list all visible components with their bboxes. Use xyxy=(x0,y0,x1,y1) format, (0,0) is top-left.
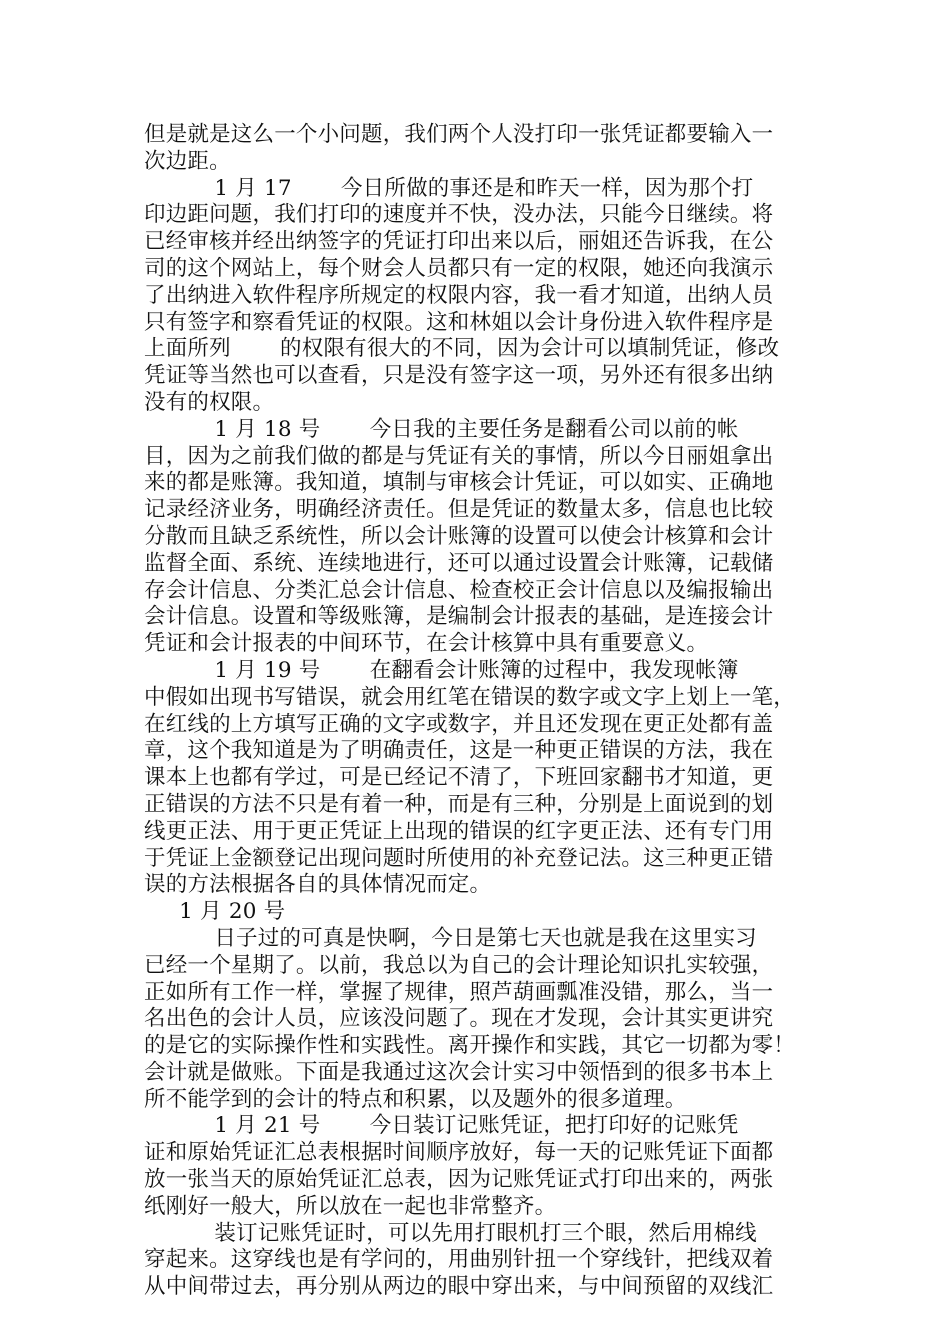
text-line: 分散而且缺乏系统性，所以会计账簿的设置可以使会计核算和会计 xyxy=(144,523,774,549)
text-line: 章，这个我知道是为了明确责任，这是一种更正错误的方法，我在 xyxy=(144,738,774,764)
text-line: 记录经济业务，明确经济责任。但是凭证的数量太多，信息也比较 xyxy=(144,497,774,523)
text-line: 名出色的会计人员，应该没问题了。现在才发现，会计其实更讲究 xyxy=(144,1006,774,1032)
text-line: 在红线的上方填写正确的文字或数字，并且还发现在更正处都有盖 xyxy=(144,711,774,737)
text-line: 已经审核并经出纳签字的凭证打印出来以后，丽姐还告诉我，在公 xyxy=(144,229,774,255)
text-line: 已经一个星期了。以前，我总以为自己的会计理论知识扎实较强， xyxy=(144,952,774,978)
text-line: 穿起来。这穿线也是有学问的，用曲别针扭一个穿线针，把线双着 xyxy=(144,1247,774,1273)
text-line: 次边距。 xyxy=(144,148,231,174)
text-line: 装订记账凭证时，可以先用打眼机打三个眼，然后用棉线 xyxy=(144,1220,757,1246)
text-line: 监督全面、系统、连续地进行，还可以通过设置会计账簿，记载储 xyxy=(144,550,774,576)
text-line: 的是它的实际操作性和实践性。离开操作和实践，其它一切都为零！ xyxy=(144,1033,796,1059)
text-line: 目，因为之前我们做的都是与凭证有关的事情，所以今日丽姐拿出 xyxy=(144,443,774,469)
text-line: 了出纳进入软件程序所规定的权限内容，我一看才知道，出纳人员 xyxy=(144,282,774,308)
text-line: 没有的权限。 xyxy=(144,389,275,415)
text-line: 1 月 17 今日所做的事还是和昨天一样，因为那个打 xyxy=(144,175,754,201)
text-line: 1 月 20 号 xyxy=(144,899,286,925)
text-line: 印边距问题，我们打印的速度并不快，没办法，只能今日继续。将 xyxy=(144,202,774,228)
text-line: 上面所列 的权限有很大的不同，因为会计可以填制凭证，修改 xyxy=(144,336,780,362)
text-line: 1 月 18 号 今日我的主要任务是翻看公司以前的帐 xyxy=(144,416,739,442)
text-line: 中假如出现书写错误，就会用红笔在错误的数字或文字上划上一笔， xyxy=(144,684,796,710)
text-line: 从中间带过去，再分别从两边的眼中穿出来，与中间预留的双线汇 xyxy=(144,1274,774,1300)
text-line: 课本上也都有学过，可是已经记不清了，下班回家翻书才知道，更 xyxy=(144,765,774,791)
text-line: 存会计信息、分类汇总会计信息、检查校正会计信息以及编报输出 xyxy=(144,577,774,603)
text-line: 于凭证上金额登记出现问题时所使用的补充登记法。这三种更正错 xyxy=(144,845,774,871)
body-text xyxy=(144,122,809,1301)
text-line: 纸刚好一般大，所以放在一起也非常整齐。 xyxy=(144,1193,557,1219)
text-line: 误的方法根据各自的具体情况而定。 xyxy=(144,872,492,898)
text-line: 正错误的方法不只是有着一种，而是有三种，分别是上面说到的划 xyxy=(144,791,774,817)
text-line: 所不能学到的会计的特点和积累，以及题外的很多道理。 xyxy=(144,1086,687,1112)
text-line: 日子过的可真是快啊，今日是第七天也就是我在这里实习 xyxy=(144,925,757,951)
text-line: 但是就是这么一个小问题，我们两个人没打印一张凭证都要输入一 xyxy=(144,122,774,147)
text-line: 正如所有工作一样，掌握了规律，照芦葫画瓢准没错，那么，当一 xyxy=(144,979,774,1005)
text-line: 放一张当天的原始凭证汇总表，因为记账凭证式打印出来的，两张 xyxy=(144,1167,774,1193)
text-line: 线更正法、用于更正凭证上出现的错误的红字更正法、还有专门用 xyxy=(144,818,774,844)
text-line: 来的都是账簿。我知道，填制与审核会计凭证，可以如实、正确地 xyxy=(144,470,774,496)
text-line: 1 月 19 号 在翻看会计账簿的过程中，我发现帐簿 xyxy=(144,657,739,683)
text-line: 证和原始凭证汇总表根据时间顺序放好，每一天的记账凭证下面都 xyxy=(144,1140,774,1166)
text-line: 司的这个网站上，每个财会人员都只有一定的权限，她还向我演示 xyxy=(144,255,774,281)
text-line: 只有签字和察看凭证的权限。这和林姐以会计身份进入软件程序是 xyxy=(144,309,774,335)
text-line: 会计就是做账。下面是我通过这次会计实习中领悟到的很多书本上 xyxy=(144,1059,774,1085)
text-line: 会计信息。设置和等级账簿，是编制会计报表的基础，是连接会计 xyxy=(144,604,774,630)
text-line: 1 月 21 号 今日装订记账凭证，把打印好的记账凭 xyxy=(144,1113,739,1139)
text-line: 凭证等当然也可以查看，只是没有签字这一项，另外还有很多出纳 xyxy=(144,363,774,389)
text-line: 凭证和会计报表的中间环节，在会计核算中具有重要意义。 xyxy=(144,631,709,657)
